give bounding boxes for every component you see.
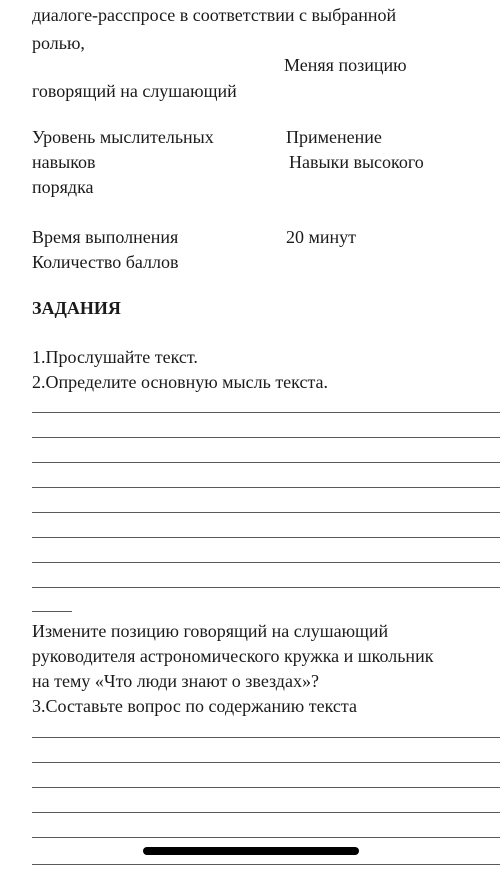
- change-line-1: Измените позицию говорящий на слушающий: [32, 621, 389, 641]
- skills-label-3: порядка: [32, 177, 94, 197]
- skills-label-1: Уровень мыслительных: [32, 127, 214, 147]
- intro-line-3: Меняя позицию: [284, 55, 407, 75]
- answer-line: [32, 512, 500, 513]
- home-indicator[interactable]: [143, 847, 359, 855]
- time-value: 20 минут: [286, 227, 357, 247]
- score-label: Количество баллов: [32, 252, 179, 272]
- change-line-2: руководителя астрономического кружка и школьник: [32, 646, 434, 666]
- skills-label-2: навыков: [32, 152, 96, 172]
- answer-line: [32, 864, 500, 865]
- change-line-3: на тему «Что люди знают о звездах»?: [32, 671, 319, 691]
- answer-line: [32, 787, 500, 788]
- time-label: Время выполнения: [32, 227, 179, 247]
- skills-value-2: Навыки высокого: [289, 152, 424, 172]
- answer-line: [32, 437, 500, 438]
- intro-line-2: ролью,: [32, 33, 85, 53]
- task-1: 1.Прослушайте текст.: [32, 347, 198, 367]
- answer-line: [32, 487, 500, 488]
- answer-line: [32, 837, 500, 838]
- answer-line-short: [32, 611, 72, 612]
- answer-line: [32, 412, 500, 413]
- tasks-heading: ЗАДАНИЯ: [32, 298, 121, 318]
- task-2: 2.Определите основную мысль текста.: [32, 372, 329, 392]
- skills-value-1: Применение: [286, 127, 382, 147]
- answer-line: [32, 462, 500, 463]
- answer-line: [32, 737, 500, 738]
- answer-line: [32, 762, 500, 763]
- answer-line: [32, 587, 500, 588]
- answer-line: [32, 537, 500, 538]
- intro-line-4: говорящий на слушающий: [32, 81, 237, 101]
- answer-line: [32, 812, 500, 813]
- task-3: 3.Составьте вопрос по содержанию текста: [32, 696, 357, 716]
- answer-line: [32, 562, 500, 563]
- intro-line-1: диалоге-расспросе в соответствии с выбранной: [32, 5, 397, 25]
